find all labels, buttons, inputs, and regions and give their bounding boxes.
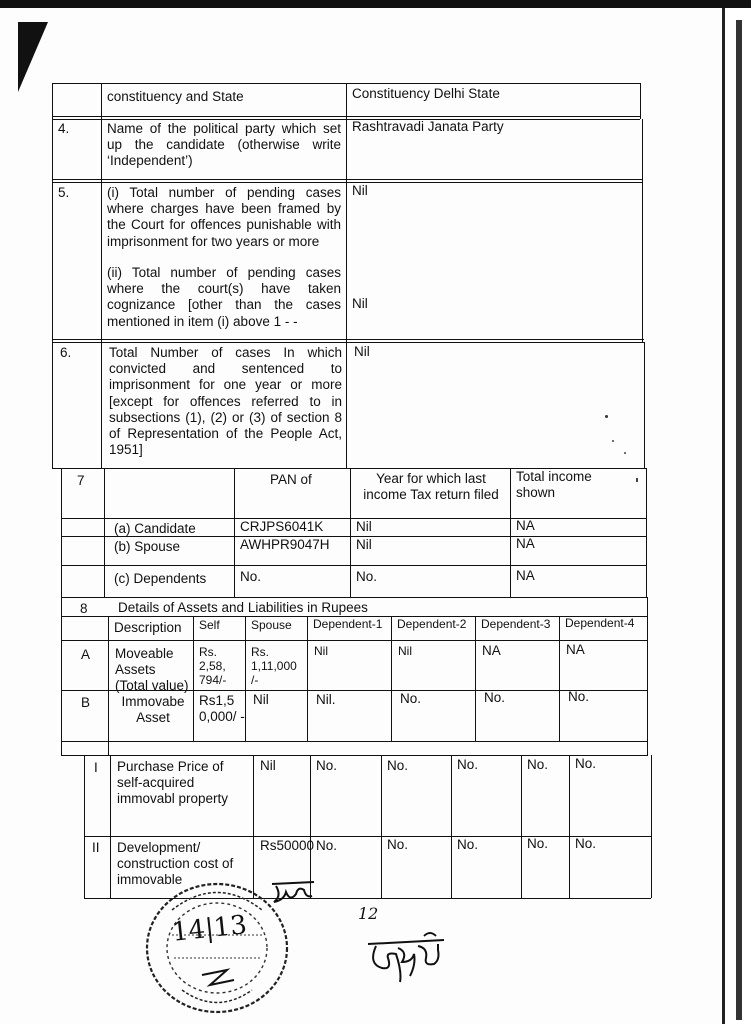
assets-header-dep3: Dependent-3 xyxy=(481,617,551,631)
row7-number: 7 xyxy=(77,473,85,488)
row-b-dep2: No. xyxy=(400,691,422,706)
row7-header-income: Total income shown xyxy=(516,469,592,501)
row-ii-spouse: No. xyxy=(316,838,338,853)
row-b-dep1: Nil. xyxy=(316,692,336,707)
assets-header-description: Description xyxy=(114,620,182,635)
row-a-dep3: NA xyxy=(482,643,501,658)
assets-header-self: Self xyxy=(199,618,220,632)
row-i-spouse: No. xyxy=(316,758,338,773)
folded-corner-mark xyxy=(18,22,48,92)
row-b-self: Rs1,5 0,000/ - xyxy=(199,693,245,725)
row-ii-description: Development/ construction cost of immovable xyxy=(117,840,234,888)
row-ii-dep3: No. xyxy=(527,836,549,851)
row3-label: constituency and State xyxy=(107,89,244,104)
scan-speck xyxy=(605,415,608,418)
row5-label-ii: (ii) Total number of pending cases where the court(s) have taken cognizance [other than the cases mentioned in item (i) above 1 - - xyxy=(107,265,341,329)
assets-header-dep2: Dependent-2 xyxy=(397,617,467,631)
row7-spouse: (b) Spouse xyxy=(114,539,181,554)
row4-label: Name of the political party which set up the candidate (otherwise write ‘Independent’) xyxy=(107,121,341,169)
assets-header-dep4: Dependent-4 xyxy=(565,616,635,630)
row4-number: 4. xyxy=(58,121,70,136)
scan-speck xyxy=(636,478,638,482)
row8-title: Details of Assets and Liabilities in Rupees xyxy=(118,600,368,615)
row-b-description: Immovabe Asset xyxy=(121,694,185,726)
page-number: 12 xyxy=(358,904,379,923)
row5-value-i: Nil xyxy=(352,183,368,198)
row6-label: Total Number of cases In which convicted and sentenced to imprisonment for one year or more [except for offences referred to in subsections (1), (2) or (3) of section 8 of Representation of the People Act, 1951] xyxy=(109,345,342,458)
row7-candidate-pan: CRJPS6041K xyxy=(240,519,324,534)
row-b-spouse: Nil xyxy=(253,692,269,707)
row-a-self: Rs. 2,58, 794/- xyxy=(199,645,227,687)
row-ii-dep2: No. xyxy=(457,837,479,852)
row4-party: Rashtravadi Janata Party xyxy=(352,119,504,134)
assets-header-dep1: Dependent-1 xyxy=(313,617,383,631)
row-a-dep1: Nil xyxy=(314,644,328,658)
row7-dependents: (c) Dependents xyxy=(114,571,207,586)
scan-speck xyxy=(624,452,626,454)
row5-number: 5. xyxy=(58,185,70,200)
row-ii-code: II xyxy=(92,840,100,855)
row7-spouse-income: NA xyxy=(516,536,535,551)
row7-candidate: (a) Candidate xyxy=(114,521,196,536)
row-a-dep2: Nil xyxy=(398,644,412,658)
row-b-code: B xyxy=(81,695,91,710)
row5-label-i: (i) Total number of pending cases where charges have been framed by the Court for offences punishable with imprisonment for two years or more xyxy=(107,185,341,249)
scan-right-edge-shadow xyxy=(736,20,742,1020)
scan-speck xyxy=(612,440,614,442)
row8-number: 8 xyxy=(80,601,88,616)
row-i-self: Nil xyxy=(260,758,276,773)
row-i-code: I xyxy=(94,760,98,775)
row7-header-year: Year for which last income Tax return filed xyxy=(363,471,499,503)
row5-value-ii: Nil xyxy=(352,296,368,311)
row3-value: Constituency Delhi State xyxy=(352,86,500,101)
row-b-dep3: No. xyxy=(484,690,506,705)
row-a-dep4: NA xyxy=(566,642,585,657)
row-ii-dep1: No. xyxy=(387,837,409,852)
row-a-description: Moveable Assets (Total value) xyxy=(115,646,189,694)
row7-dependents-pan: No. xyxy=(240,569,262,584)
row7-spouse-pan: AWHPR9047H xyxy=(240,537,330,552)
row7-candidate-income: NA xyxy=(516,518,535,533)
row-ii-self: Rs50000 xyxy=(260,838,315,853)
row-b-dep4: No. xyxy=(568,689,590,704)
row-i-dep1: No. xyxy=(387,758,409,773)
row7-dependents-year: No. xyxy=(356,569,378,584)
row-i-description: Purchase Price of self-acquired immovabl property xyxy=(117,759,229,807)
row7-header-pan: PAN of xyxy=(270,472,312,487)
row6-value: Nil xyxy=(354,344,370,359)
assets-header-spouse: Spouse xyxy=(251,618,292,632)
scan-top-border xyxy=(0,0,751,8)
row7-spouse-year: Nil xyxy=(356,537,372,552)
row7-dependents-income: NA xyxy=(516,568,535,583)
stamp-handwritten-date: 14|13 xyxy=(170,910,249,948)
initials-signature-small xyxy=(268,874,320,906)
row-i-dep3: No. xyxy=(527,757,549,772)
row-a-spouse: Rs. 1,11,000 /- xyxy=(251,645,297,687)
handwritten-signature xyxy=(366,930,446,988)
row-ii-dep4: No. xyxy=(575,836,597,851)
row-i-dep4: No. xyxy=(575,756,597,771)
row-i-dep2: No. xyxy=(457,757,479,772)
row6-number: 6. xyxy=(60,345,72,360)
row7-candidate-year: Nil xyxy=(356,519,372,534)
row-a-code: A xyxy=(81,647,91,662)
